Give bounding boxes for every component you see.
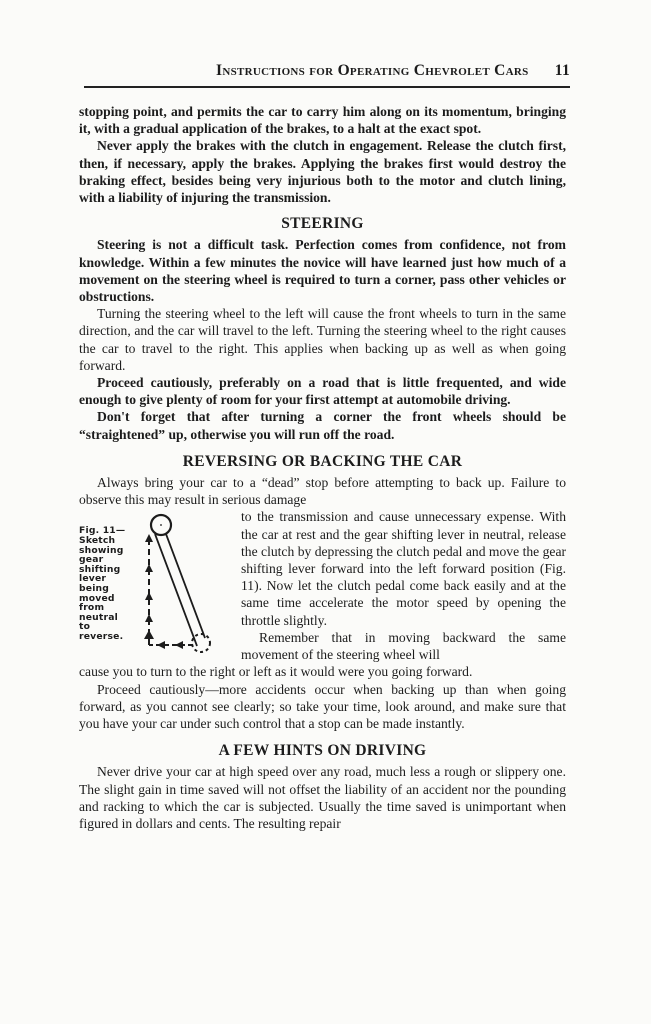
paragraph: Proceed cautiously, preferably on a road that is little frequented, and wide enough to give plenty of room for your first attempt at automobile driving.	[79, 375, 566, 408]
paragraph: Steering is not a difficult task. Perfection comes from confidence, not from knowledge. Within a few minutes the novice will have learned just how much of a movement on the steering wheel is required to turn a corner, pass other vehicles or obstructions.	[79, 237, 566, 305]
caption-line: neutral	[79, 611, 118, 623]
paragraph: to the transmission and cause unnecessary expense. With the car at rest and the gear shifting lever in neutral, release the clutch by depressing the clutch pedal and move the gear shifting lever forward into the left forward position (Fig. 11). Now let the clutch pedal come back easily and at the same time accelerate the motor speed by opening the throttle slightly.	[241, 509, 566, 628]
paragraph: stopping point, and permits the car to carry him along on its momentum, bringing it, with a gradual application of the brakes, to a halt at the exact spot.	[79, 104, 566, 137]
paragraph: Always bring your car to a “dead” stop before attempting to back up. Failure to observe this may result in serious damage	[79, 475, 566, 508]
paragraph: Never drive your car at high speed over any road, much less a rough or slippery one. The slight gain in time saved will not offset the liability of an accident nor the pounding and racking to which the car is subjected. Usually the time saved is unimportant when figured in dollars and cents. The resulting repair	[79, 764, 566, 831]
caption-line: reverse.	[79, 631, 124, 642]
paragraph: Turning the steering wheel to the left will cause the front wheels to turn in the same direction, and the car will travel to the left. Turning the steering wheel to the right causes the car to travel to the right. This applies when backing up as well as when going forward.	[79, 306, 566, 373]
section-heading-reversing: REVERSING OR BACKING THE CAR	[182, 452, 463, 470]
running-title: Instructions for Operating Chevrolet Cars	[216, 62, 529, 79]
paragraph: Don't forget that after turning a corner the front wheels should be “straightened” up, otherwise you will run off the road.	[79, 409, 566, 442]
paragraph: Proceed cautiously—more accidents occur when backing up than when going forward, as you cannot see clearly; so take your time, look around, and make sure that you have your car under such control that a stop can be made instantly.	[79, 681, 566, 731]
caption-line: shifting	[79, 563, 121, 575]
gear-shift-lever-diagram-icon	[135, 508, 235, 658]
page-body	[79, 103, 566, 832]
running-header	[84, 62, 570, 86]
paragraph: Never apply the brakes with the clutch in engagement. Release the clutch first, then, if necessary, apply the brakes. Applying the brakes first would destroy the braking effect, besides being very injurious both to the motor and clutch lining, with a liability of injuring the transmission.	[79, 138, 566, 206]
section-heading-hints: A FEW HINTS ON DRIVING	[218, 742, 427, 760]
caption-line: lever	[79, 573, 107, 585]
page-number: 11	[554, 62, 570, 79]
figure-11	[75, 508, 235, 658]
caption-line: from	[79, 602, 105, 614]
caption-line: being	[79, 583, 110, 595]
header-rule	[84, 86, 570, 88]
paragraph: Remember that in moving backward the same movement of the steering wheel will	[241, 629, 566, 663]
caption-line: Fig. 11—	[79, 525, 126, 537]
section-heading-steering: STEERING	[281, 215, 364, 233]
figure-caption	[79, 526, 131, 641]
caption-line: moved	[79, 592, 115, 604]
paragraph: cause you to turn to the right or left as it would were you going forward.	[79, 664, 473, 680]
caption-line: to	[79, 621, 91, 633]
caption-line: Sketch	[79, 535, 116, 547]
caption-line: showing	[79, 544, 124, 556]
caption-line: gear	[79, 554, 104, 566]
